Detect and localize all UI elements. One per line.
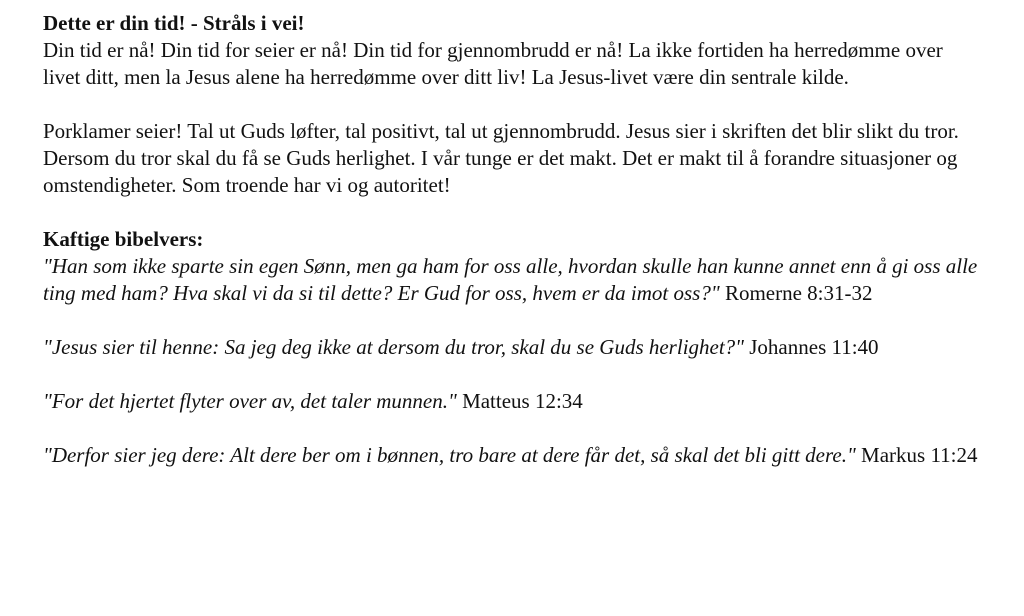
proclaim-section	[43, 118, 983, 199]
verse-block	[43, 442, 983, 469]
verse-reference: Romerne 8:31-32	[724, 281, 873, 305]
proclaim-paragraph: Porklamer seier! Tal ut Guds løfter, tal positivt, tal ut gjennombrudd. Jesus sier i skriften det blir slikt du tror. Dersom du tror skal du få se Guds herlighet. I vår tunge er det makt. Det er makt til å forandre situasjoner og omstendigheter. Som troende har vi og autoritet!	[43, 119, 959, 197]
verse-item	[43, 388, 983, 415]
intro-paragraph: Din tid er nå! Din tid for seier er nå! Din tid for gjennombrudd er nå! La ikke fortiden ha herredømme over livet ditt, men la Jesus alene ha herredømme over ditt liv! La Jesus-livet være din sentrale kilde.	[43, 38, 943, 89]
verse-reference: Johannes 11:40	[749, 335, 879, 359]
verse-item	[43, 334, 983, 361]
verse-item	[43, 442, 983, 469]
verse-block	[43, 334, 983, 361]
verse-block	[43, 388, 983, 415]
verse-quote: "Han som ikke sparte sin egen Sønn, men ga ham for oss alle, hvordan skulle han kunne annet enn å gi oss alle ting med ham? Hva skal vi da si til dette? Er Gud for oss, hvem er da imot oss?"	[43, 254, 978, 305]
verses-section	[43, 226, 983, 307]
section-heading: Dette er din tid! - Stråls i vei!	[43, 11, 305, 35]
verse-quote: "Derfor sier jeg dere: Alt dere ber om i bønnen, tro bare at dere får det, så skal det bli gitt dere."	[43, 443, 856, 467]
verses-heading: Kaftige bibelvers:	[43, 227, 204, 251]
verse-quote: "For det hjertet flyter over av, det taler munnen."	[43, 389, 457, 413]
verse-quote: "Jesus sier til henne: Sa jeg deg ikke at dersom du tror, skal du se Guds herlighet?"	[43, 335, 744, 359]
intro-section	[43, 10, 983, 91]
verse-item	[43, 253, 983, 307]
verse-reference: Markus 11:24	[861, 443, 978, 467]
verse-reference: Matteus 12:34	[462, 389, 583, 413]
article	[43, 10, 983, 496]
